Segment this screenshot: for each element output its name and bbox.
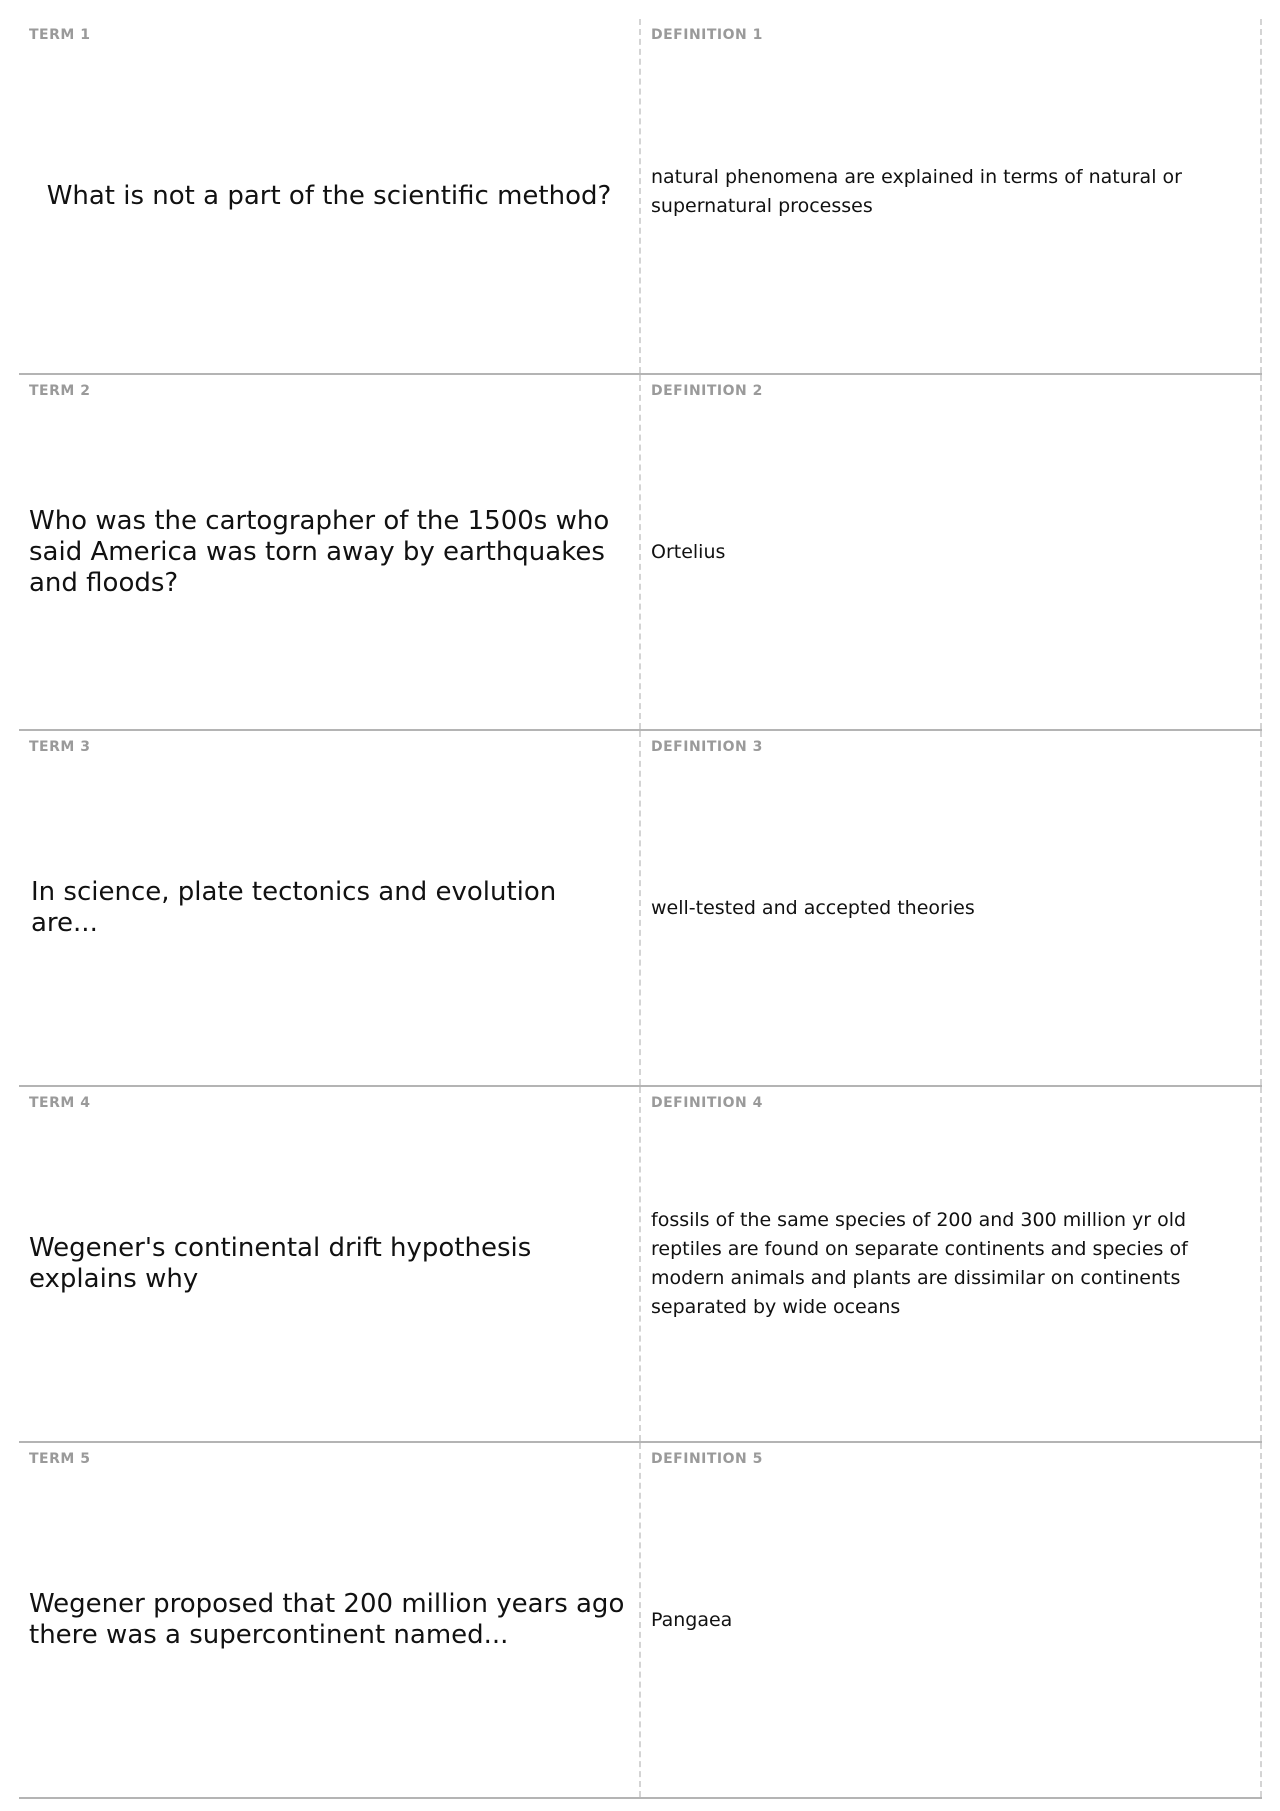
definition-cell-4: [641, 1087, 1262, 1441]
definition-text-4: fossils of the same species of 200 and 300 million yr old reptiles are found on separate continents and species of modern animals and plants are dissimilar on continents separated by wide oceans: [651, 1209, 1188, 1318]
term-text-5: Wegener proposed that 200 million years ago there was a supercontinent named...: [29, 1589, 625, 1650]
flashcard-sheet: [19, 19, 1262, 1799]
term-cell-2: [19, 375, 641, 729]
definition-label-5: DEFINITION 5: [651, 1451, 763, 1467]
card-row-5: [19, 1443, 1262, 1799]
definition-cell-2: [641, 375, 1262, 729]
definition-cell-3: [641, 731, 1262, 1085]
term-label-4: TERM 4: [29, 1095, 91, 1111]
definition-cell-5: [641, 1443, 1262, 1797]
term-text-1: What is not a part of the scientific method?: [46, 180, 612, 211]
definition-text-5: Pangaea: [651, 1608, 733, 1631]
definition-label-3: DEFINITION 3: [651, 739, 763, 755]
definition-label-2: DEFINITION 2: [651, 383, 763, 399]
card-row-3: [19, 731, 1262, 1087]
definition-text-1: natural phenomena are explained in terms of natural or supernatural processes: [651, 166, 1182, 217]
term-cell-3: [19, 731, 641, 1085]
term-cell-5: [19, 1443, 641, 1797]
term-text-2: Who was the cartographer of the 1500s who said America was torn away by earthquakes and floods?: [29, 505, 610, 598]
card-row-4: [19, 1087, 1262, 1443]
term-text-3: In science, plate tectonics and evolution are...: [31, 877, 557, 938]
definition-text-3: well-tested and accepted theories: [651, 896, 975, 919]
term-label-5: TERM 5: [29, 1451, 91, 1467]
term-label-3: TERM 3: [29, 739, 91, 755]
term-cell-4: [19, 1087, 641, 1441]
definition-text-2: Ortelius: [651, 540, 726, 563]
term-text-4: Wegener's continental drift hypothesis explains why: [29, 1233, 532, 1294]
card-row-1: [19, 19, 1262, 375]
term-label-2: TERM 2: [29, 383, 91, 399]
definition-label-1: DEFINITION 1: [651, 27, 763, 43]
card-row-2: [19, 375, 1262, 731]
term-label-1: TERM 1: [29, 27, 91, 43]
term-cell-1: [19, 19, 641, 373]
definition-cell-1: [641, 19, 1262, 373]
definition-label-4: DEFINITION 4: [651, 1095, 763, 1111]
